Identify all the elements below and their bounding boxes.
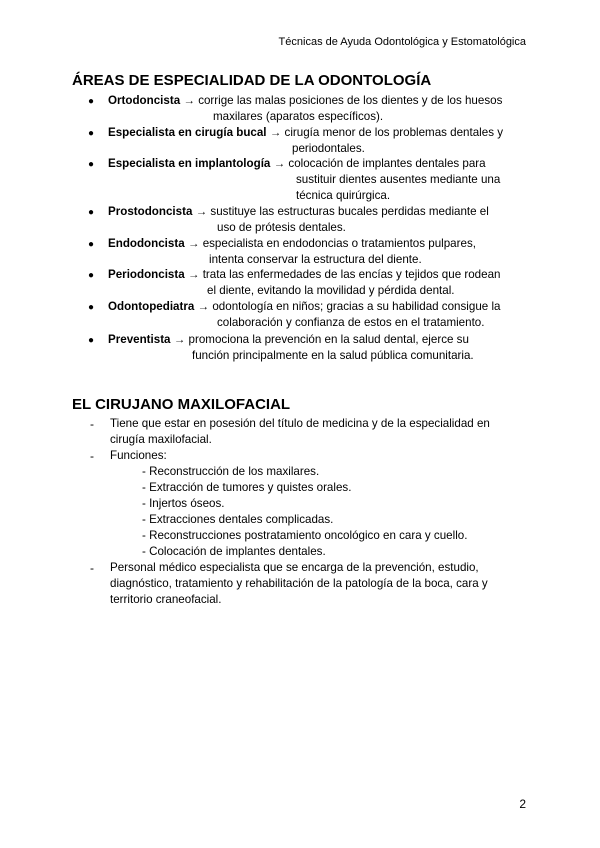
bullet-icon: ● [88, 159, 95, 170]
list-item-continuation: función principalmente en la salud pública comunitaria. [192, 349, 474, 362]
list-item: - Extracciones dentales complicadas. [142, 513, 334, 526]
list-item: - Injertos óseos. [142, 497, 225, 510]
list-item: - Reconstrucciones postratamiento oncológico en cara y cuello. [142, 529, 468, 542]
dash-icon: - [90, 417, 94, 431]
bullet-icon: ● [88, 270, 95, 281]
page-header: Técnicas de Ayuda Odontológica y Estomatológica [278, 36, 526, 48]
list-item-continuation: maxilares (aparatos específicos). [213, 110, 384, 123]
page-number: 2 [519, 797, 526, 811]
bullet-icon: ● [88, 335, 95, 346]
list-item: - Extracción de tumores y quistes orales. [142, 481, 352, 494]
section-title-especialidades: ÁREAS DE ESPECIALIDAD DE LA ODONTOLOGÍA [72, 72, 432, 89]
list-item: Especialista en cirugía bucal → cirugía menor de los problemas dentales y [108, 126, 504, 139]
list-item: Especialista en implantología → colocación de implantes dentales para [108, 157, 486, 170]
list-item-continuation: periodontales. [292, 142, 365, 155]
list-item-continuation: técnica quirúrgica. [296, 189, 391, 202]
dash-icon: - [90, 449, 94, 463]
bullet-icon: ● [88, 239, 95, 250]
list-item: Preventista → promociona la prevención en la salud dental, ejerce su [108, 333, 469, 346]
list-item-continuation: sustituir dientes ausentes mediante una [296, 173, 501, 186]
list-item-continuation: intenta conservar la estructura del diente. [209, 253, 422, 266]
list-item: - Reconstrucción de los maxilares. [142, 465, 320, 478]
paragraph-line: Personal médico especialista que se encarga de la prevención, estudio, [110, 561, 479, 574]
list-item: Endodoncista → especialista en endodoncias o tratamientos pulpares, [108, 237, 476, 250]
bullet-icon: ● [88, 302, 95, 313]
paragraph-line: territorio craneofacial. [110, 593, 222, 606]
list-item-continuation: colaboración y confianza de estos en el tratamiento. [217, 316, 485, 329]
paragraph-line: Tiene que estar en posesión del título de medicina y de la especialidad en [110, 417, 490, 430]
list-item-continuation: el diente, evitando la movilidad y pérdida dental. [207, 284, 455, 297]
section-title-cirujano: EL CIRUJANO MAXILOFACIAL [72, 396, 291, 413]
list-item: Prostodoncista → sustituye las estructuras bucales perdidas mediante el [108, 205, 489, 218]
bullet-icon: ● [88, 96, 95, 107]
paragraph-line: cirugía maxilofacial. [110, 433, 212, 446]
list-item-continuation: uso de prótesis dentales. [217, 221, 346, 234]
list-item: Odontopediatra → odontología en niños; gracias a su habilidad consigue la [108, 300, 501, 313]
bullet-icon: ● [88, 128, 95, 139]
list-item: Periodoncista → trata las enfermedades de las encías y tejidos que rodean [108, 268, 501, 281]
list-item: - Colocación de implantes dentales. [142, 545, 326, 558]
list-item: Ortodoncista → corrige las malas posiciones de los dientes y de los huesos [108, 94, 503, 107]
paragraph-line: Funciones: [110, 449, 167, 462]
bullet-icon: ● [88, 207, 95, 218]
paragraph-line: diagnóstico, tratamiento y rehabilitación de la patología de la boca, cara y [110, 577, 488, 590]
dash-icon: - [90, 561, 94, 575]
